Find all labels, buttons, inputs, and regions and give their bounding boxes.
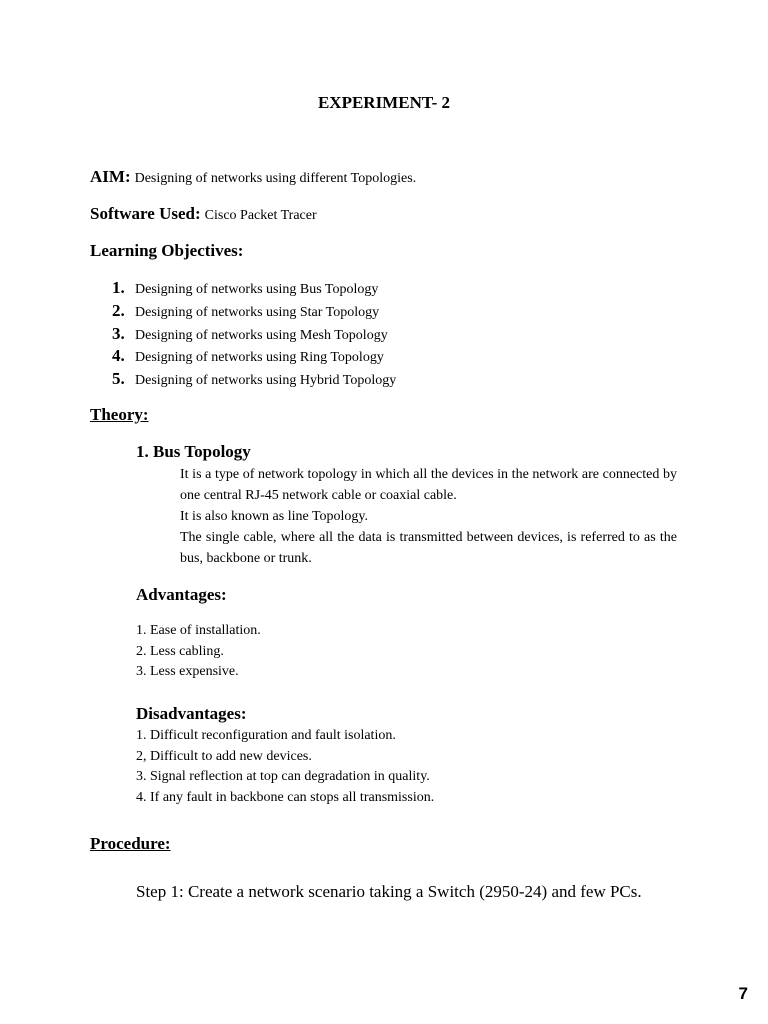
objective-item xyxy=(112,369,396,389)
page-title: EXPERIMENT- 2 xyxy=(317,93,451,112)
objective-number: 1. xyxy=(112,278,125,297)
objective-text: Designing of networks using Bus Topology xyxy=(135,282,379,297)
procedure-heading: Procedure: xyxy=(90,834,171,853)
list-item: 2. Less cabling. xyxy=(136,643,224,659)
aim-text: Designing of networks using different Topologies. xyxy=(134,171,417,186)
procedure-step-1: Step 1: Create a network scenario taking a Switch (2950-24) and few PCs. xyxy=(136,882,642,901)
bus-paragraph-3: The single cable, where all the data is transmitted between devices, is referred to as the bus, backbone or trunk. xyxy=(180,530,677,566)
list-item: 3. Less expensive. xyxy=(136,664,239,679)
bus-paragraph-1: It is a type of network topology in which all the devices in the network are connected by one central RJ-45 network cable or coaxial cable. xyxy=(180,467,677,503)
objective-item xyxy=(112,278,378,298)
advantages-list xyxy=(136,621,261,683)
advantages-heading: Advantages: xyxy=(136,585,227,604)
list-item: 2, Difficult to add new devices. xyxy=(136,748,312,764)
objective-text: Designing of networks using Ring Topology xyxy=(135,350,384,365)
list-item: 1. Ease of installation. xyxy=(136,623,261,638)
bus-topology-description xyxy=(180,464,677,569)
software-line xyxy=(90,204,317,224)
objective-number: 3. xyxy=(112,324,125,343)
theory-heading: Theory: xyxy=(90,405,149,424)
list-item: 3. Signal reflection at top can degradation in quality. xyxy=(136,769,430,784)
objectives-heading: Learning Objectives: xyxy=(90,241,244,260)
objective-item xyxy=(112,324,388,344)
objective-number: 2. xyxy=(112,301,125,320)
bus-paragraph-2: It is also known as line Topology. xyxy=(180,509,369,524)
bus-topology-heading: 1. Bus Topology xyxy=(136,442,251,461)
objective-text: Designing of networks using Star Topology xyxy=(135,305,380,320)
objective-text: Designing of networks using Mesh Topology xyxy=(135,328,388,343)
objective-text: Designing of networks using Hybrid Topology xyxy=(135,373,397,388)
list-item: 4. If any fault in backbone can stops all transmission. xyxy=(136,789,435,805)
objective-number: 5. xyxy=(112,369,125,388)
aim-label: AIM: xyxy=(90,167,131,186)
aim-line xyxy=(90,167,416,187)
objective-item xyxy=(112,301,379,321)
software-text: Cisco Packet Tracer xyxy=(204,208,317,223)
objective-number: 4. xyxy=(112,346,125,365)
page-number: 7 xyxy=(738,984,748,1003)
disadvantages-list xyxy=(136,726,434,808)
list-item: 1. Difficult reconfiguration and fault isolation. xyxy=(136,728,396,743)
software-label: Software Used: xyxy=(90,204,201,223)
objective-item xyxy=(112,346,384,366)
disadvantages-heading: Disadvantages: xyxy=(136,704,247,723)
